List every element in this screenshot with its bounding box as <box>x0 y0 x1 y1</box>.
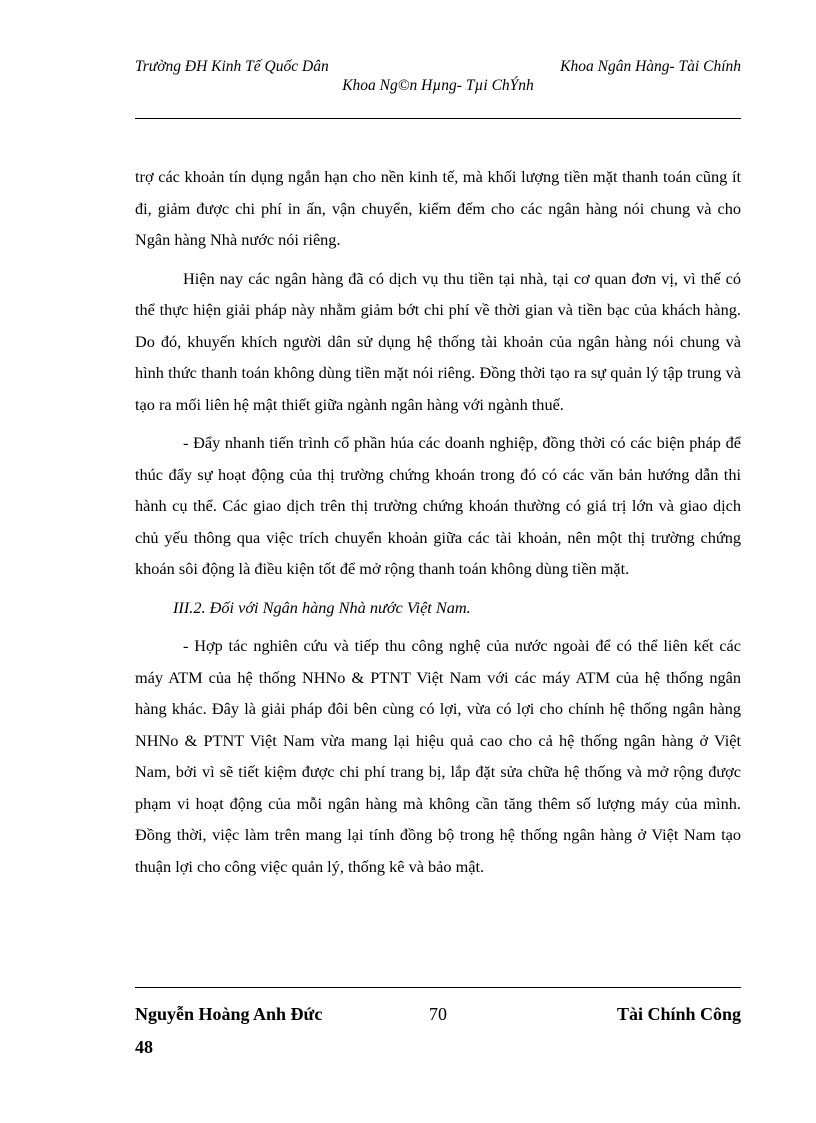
footer-department: Tài Chính Công <box>616 1004 741 1024</box>
footer-class-number: 48 <box>135 1037 153 1057</box>
header-faculty-garbled: Khoa Ng©n Hµng- Tµi ChÝnh <box>342 77 534 94</box>
section-heading: III.2. Đối với Ngân hàng Nhà nước Việt Nam. <box>173 597 471 617</box>
footer-author: Nguyễn Hoàng Anh Đức <box>135 1004 323 1024</box>
page-number: 70 <box>429 1004 447 1024</box>
header-university: Trường ĐH Kinh Tế Quốc Dân <box>135 58 329 75</box>
paragraph-equitization: - Đẩy nhanh tiến trình cổ phần húa các doanh nghiệp, đồng thời có các biện pháp để thúc đẩy sự hoạt động của thị trường chứng khoán trong đó có các văn bản hướng dẫn thi hành cụ thể. Các giao dịch trên thị trường chứng khoán thường có giá trị lớn và giao dịch chủ yếu thông qua việc trích chuyển khoản giữa các tài khoản, nên một thị trường chứng khoán sôi động là điều kiện tốt để mở rộng thanh toán không dùng tiền mặt. <box>135 433 741 578</box>
header-faculty: Khoa Ngân Hàng- Tài Chính <box>560 58 741 75</box>
page-header <box>135 56 741 122</box>
paragraph-collection-service: Hiện nay các ngân hàng đã có dịch vụ thu tiền tại nhà, tại cơ quan đơn vị, vì thế có thể thực hiện giải pháp này nhằm giảm bớt chi phí về thời gian và tiền bạc của khách hàng. Do đó, khuyến khích người dân sử dụng hệ thống tài khoản của ngân hàng nói chung và hình thức thanh toán không dùng tiền mặt nói riêng. Đồng thời tạo ra sự quản lý tập trung và tạo ra mối liên hệ mật thiết giữa ngành ngân hàng với ngành thuế. <box>135 268 741 414</box>
paragraph-continuation: trợ các khoản tín dụng ngắn hạn cho nền kinh tế, mà khối lượng tiền mặt thanh toán cũng ít đi, giảm được chi phí in ấn, vận chuyển, kiểm đếm cho các ngân hàng nói chung và cho Ngân hàng Nhà nước nói riêng. <box>135 167 741 249</box>
page-footer <box>135 1000 741 1030</box>
paragraph-atm-cooperation: - Hợp tác nghiên cứu và tiếp thu công nghệ của nước ngoài để có thể liên kết các máy ATM của hệ thống NHNo & PTNT Việt Nam với các máy ATM của hệ thống ngân hàng khác. Đây là giải pháp đôi bên cùng có lợi, vừa có lợi cho chính hệ thống ngân hàng NHNo & PTNT Việt Nam vừa mang lại hiệu quả cao cho cả hệ thống ngân hàng ở Việt Nam, bởi vì sẽ tiết kiệm được chi phí trang bị, lắp đặt sửa chữa hệ thống và mở rộng được phạm vi hoạt động của mỗi ngân hàng mà không cần tăng thêm số lượng máy của mình. Đồng thời, việc làm trên mang lại tính đồng bộ trong hệ thống ngân hàng ở Việt Nam tạo thuận lợi cho công việc quản lý, thống kê và bảo mật. <box>135 636 741 876</box>
page-body <box>135 161 741 882</box>
footer-divider <box>135 987 741 988</box>
header-divider <box>135 118 741 119</box>
